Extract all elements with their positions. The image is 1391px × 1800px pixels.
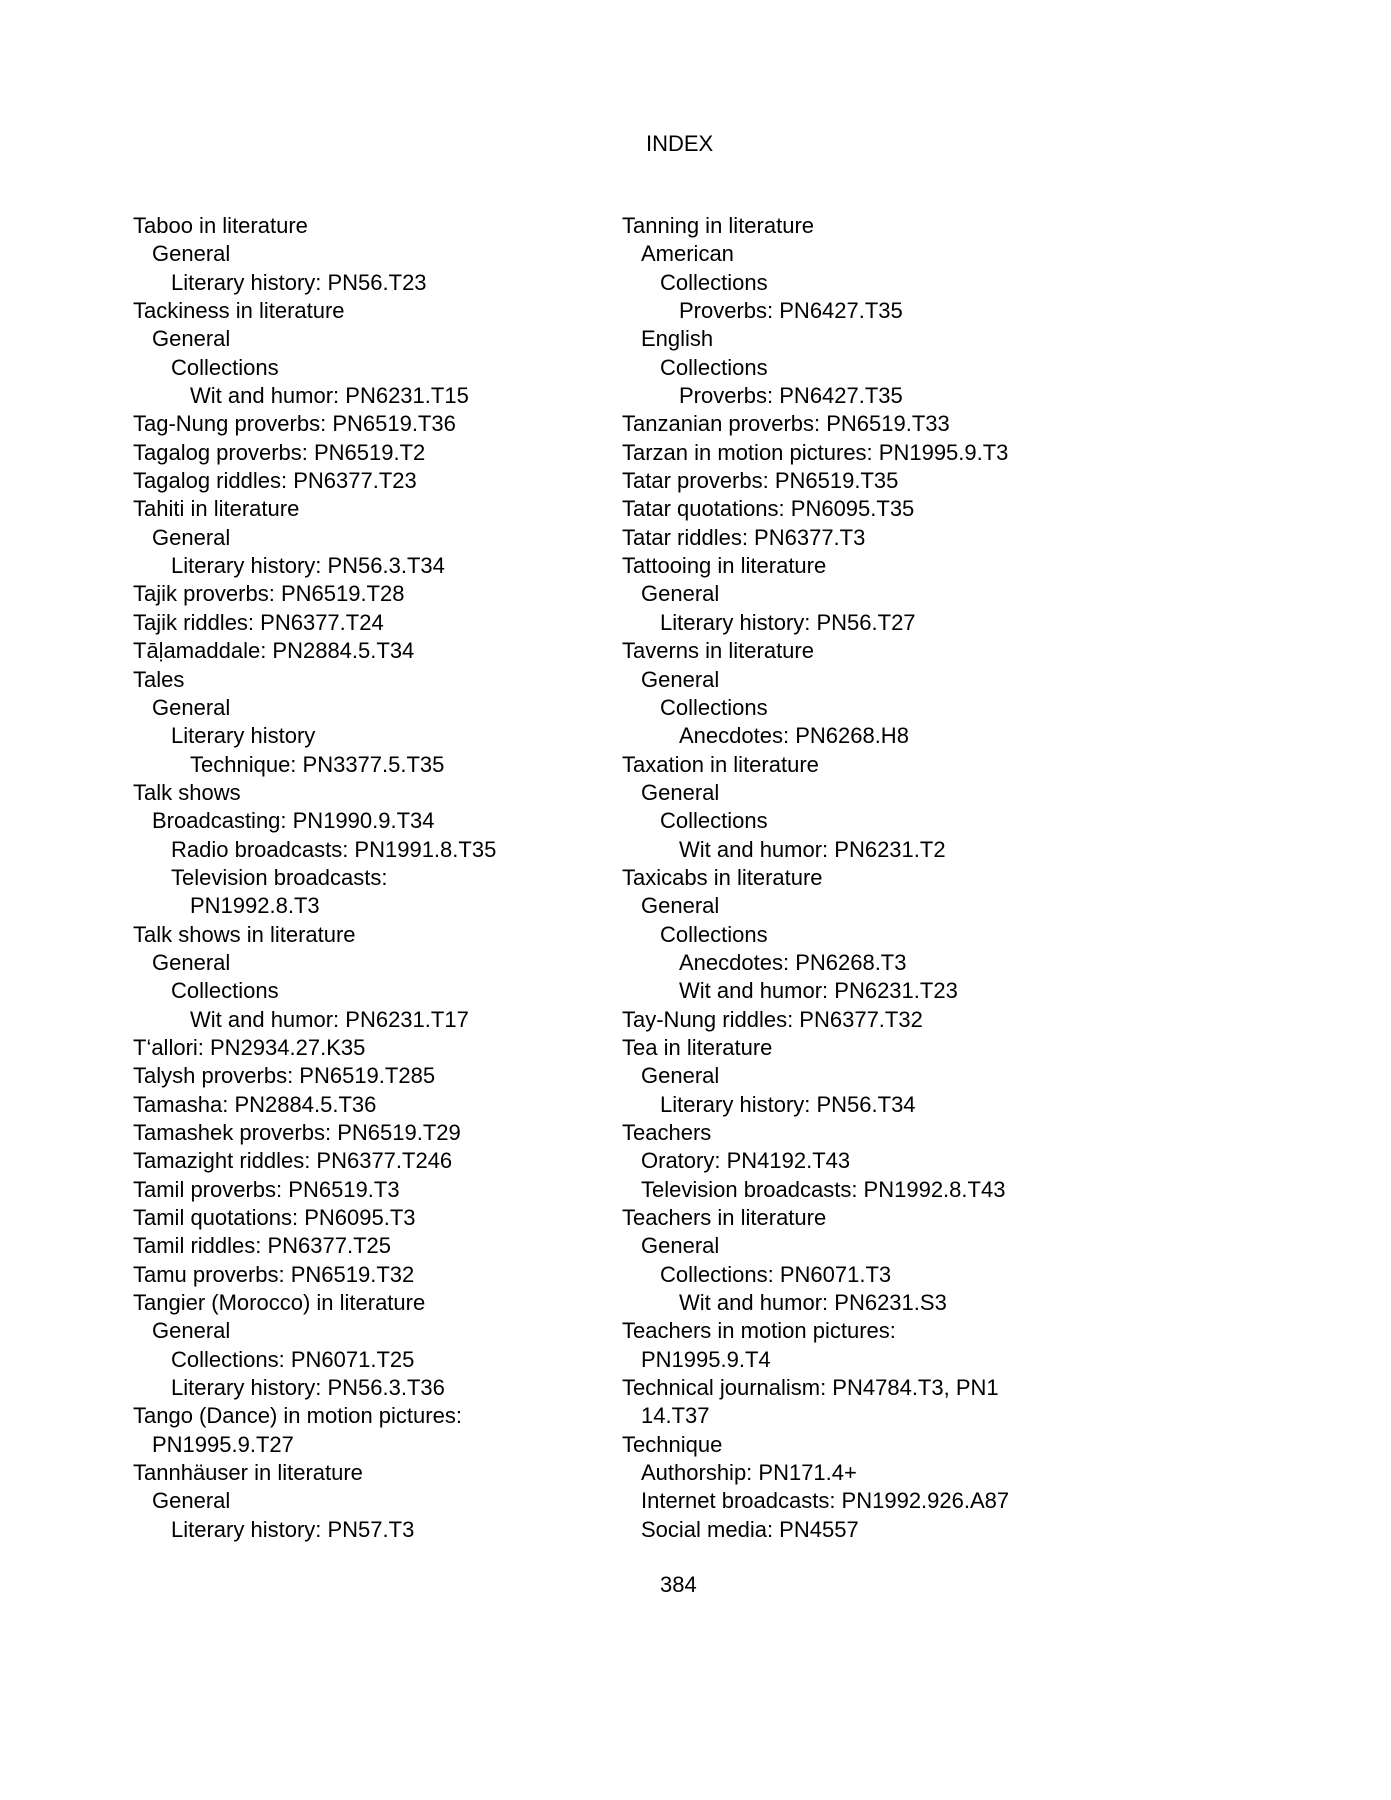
index-subentry: Social media: PN4557 xyxy=(641,1516,859,1542)
index-subentry: General xyxy=(641,893,720,919)
index-subentry: Oratory: PN4192.T43 xyxy=(641,1148,851,1174)
index-subentry: Literary history: PN56.T27 xyxy=(660,609,916,635)
index-subentry: Literary history: PN56.T34 xyxy=(660,1091,916,1117)
index-subentry: General xyxy=(152,1318,231,1344)
page-title: INDEX xyxy=(646,131,714,156)
index-heading-entry: Tay-Nung riddles: PN6377.T32 xyxy=(622,1006,923,1032)
index-subentry: PN1995.9.T4 xyxy=(641,1346,771,1372)
index-heading-entry: Tanning in literature xyxy=(622,213,815,238)
index-heading-entry: Tarzan in motion pictures: PN1995.9.T3 xyxy=(622,439,1009,465)
index-subentry: Wit and humor: PN6231.T17 xyxy=(190,1006,469,1032)
index-subentry: American xyxy=(641,241,734,267)
index-heading-entry: Teachers in literature xyxy=(622,1205,827,1231)
index-subentry: General xyxy=(641,779,720,805)
index-heading-entry: Taboo in literature xyxy=(133,213,308,238)
index-subentry: Collections xyxy=(171,354,279,380)
index-heading-entry: Tatar riddles: PN6377.T3 xyxy=(622,524,866,550)
index-subentry: Radio broadcasts: PN1991.8.T35 xyxy=(171,836,497,862)
index-subentry: PN1995.9.T27 xyxy=(152,1431,294,1457)
index-heading-entry: Tahiti in literature xyxy=(133,496,300,522)
index-subentry: Television broadcasts: PN1992.8.T43 xyxy=(641,1176,1006,1202)
index-heading-entry: Tajik proverbs: PN6519.T28 xyxy=(133,581,405,607)
index-subentry: General xyxy=(152,241,231,267)
index-heading-entry: Tamu proverbs: PN6519.T32 xyxy=(133,1261,415,1287)
index-heading-entry: T‘allori: PN2934.27.K35 xyxy=(133,1034,366,1060)
index-subentry: General xyxy=(152,1488,231,1514)
index-subentry: Literary history: PN56.3.T34 xyxy=(171,553,445,579)
index-subentry: Wit and humor: PN6231.T15 xyxy=(190,383,469,409)
index-heading-entry: Tamasha: PN2884.5.T36 xyxy=(133,1091,377,1117)
index-subentry: Technique: PN3377.5.T35 xyxy=(190,751,445,777)
index-subentry: General xyxy=(152,694,231,720)
index-heading-entry: Tangier (Morocco) in literature xyxy=(133,1290,426,1316)
index-heading-entry: Tackiness in literature xyxy=(133,298,345,324)
index-heading-entry: Taverns in literature xyxy=(622,638,814,664)
index-column-right xyxy=(622,212,1102,1544)
index-subentry: Literary history: PN56.3.T36 xyxy=(171,1375,445,1401)
index-heading-entry: Taxation in literature xyxy=(622,751,819,777)
index-heading-entry: Tamazight riddles: PN6377.T246 xyxy=(133,1148,453,1174)
index-subentry: Collections: PN6071.T3 xyxy=(660,1261,892,1287)
index-subentry: Collections xyxy=(660,921,768,947)
index-heading-entry: Tanzanian proverbs: PN6519.T33 xyxy=(622,411,950,437)
index-subentry: General xyxy=(641,666,720,692)
index-heading-entry: Tamil proverbs: PN6519.T3 xyxy=(133,1176,400,1202)
page-number: 384 xyxy=(660,1572,697,1597)
index-subentry: Anecdotes: PN6268.H8 xyxy=(679,723,909,749)
index-subentry: Wit and humor: PN6231.T23 xyxy=(679,978,958,1004)
index-heading-entry: Tamil riddles: PN6377.T25 xyxy=(133,1233,392,1259)
index-heading-entry: Talk shows xyxy=(133,779,241,805)
index-heading-entry: Taxicabs in literature xyxy=(622,864,823,890)
index-subentry: Wit and humor: PN6231.T2 xyxy=(679,836,946,862)
index-subentry: English xyxy=(641,326,714,352)
index-subentry: Collections xyxy=(660,269,768,295)
index-heading-entry: Tajik riddles: PN6377.T24 xyxy=(133,609,384,635)
index-heading-entry: Tagalog riddles: PN6377.T23 xyxy=(133,468,417,494)
index-subentry: Proverbs: PN6427.T35 xyxy=(679,298,903,324)
index-column-left xyxy=(133,212,613,1544)
index-heading-entry: Talk shows in literature xyxy=(133,921,356,947)
index-subentry: 14.T37 xyxy=(641,1403,710,1429)
index-heading-entry: Tagalog proverbs: PN6519.T2 xyxy=(133,439,426,465)
index-subentry: Literary history xyxy=(171,723,316,749)
index-heading-entry: Tango (Dance) in motion pictures: xyxy=(133,1403,462,1429)
index-subentry: Collections xyxy=(660,354,768,380)
index-heading-entry: Tamashek proverbs: PN6519.T29 xyxy=(133,1120,461,1145)
index-subentry: Anecdotes: PN6268.T3 xyxy=(679,949,907,975)
index-subentry: Collections: PN6071.T25 xyxy=(171,1346,415,1372)
index-heading-entry: Tales xyxy=(133,666,185,692)
index-subentry: General xyxy=(152,326,231,352)
index-heading-entry: Tatar proverbs: PN6519.T35 xyxy=(622,468,899,494)
index-subentry: General xyxy=(641,581,720,607)
index-subentry: Authorship: PN171.4+ xyxy=(641,1460,857,1486)
index-subentry: PN1992.8.T3 xyxy=(190,893,320,919)
index-subentry: General xyxy=(152,524,231,550)
index-heading-entry: Tatar quotations: PN6095.T35 xyxy=(622,496,915,522)
index-heading-entry: Tattooing in literature xyxy=(622,553,827,579)
index-subentry: Collections xyxy=(660,694,768,720)
index-subentry: Collections xyxy=(660,808,768,834)
index-heading-entry: Tannhäuser in literature xyxy=(133,1460,363,1486)
index-heading-entry: Tea in literature xyxy=(622,1034,773,1060)
index-subentry: Wit and humor: PN6231.S3 xyxy=(679,1290,947,1316)
index-heading-entry: Teachers xyxy=(622,1120,712,1145)
index-heading-entry: Technique xyxy=(622,1431,723,1457)
index-subentry: Television broadcasts: xyxy=(171,864,388,890)
index-subentry: Broadcasting: PN1990.9.T34 xyxy=(152,808,435,834)
index-subentry: Collections xyxy=(171,978,279,1004)
index-subentry: General xyxy=(641,1233,720,1259)
index-heading-entry: Talysh proverbs: PN6519.T285 xyxy=(133,1063,436,1089)
index-heading-entry: Tag-Nung proverbs: PN6519.T36 xyxy=(133,411,456,437)
index-subentry: General xyxy=(152,949,231,975)
index-heading-entry: Teachers in motion pictures: xyxy=(622,1318,896,1344)
index-subentry: Internet broadcasts: PN1992.926.A87 xyxy=(641,1488,1010,1514)
index-subentry: Literary history: PN56.T23 xyxy=(171,269,427,295)
index-heading-entry: Tamil quotations: PN6095.T3 xyxy=(133,1205,416,1231)
index-heading-entry: Technical journalism: PN4784.T3, PN1 xyxy=(622,1375,999,1401)
index-subentry: General xyxy=(641,1063,720,1089)
index-subentry: Literary history: PN57.T3 xyxy=(171,1516,415,1542)
index-subentry: Proverbs: PN6427.T35 xyxy=(679,383,903,409)
index-heading-entry: Tāḷamaddale: PN2884.5.T34 xyxy=(133,638,415,664)
